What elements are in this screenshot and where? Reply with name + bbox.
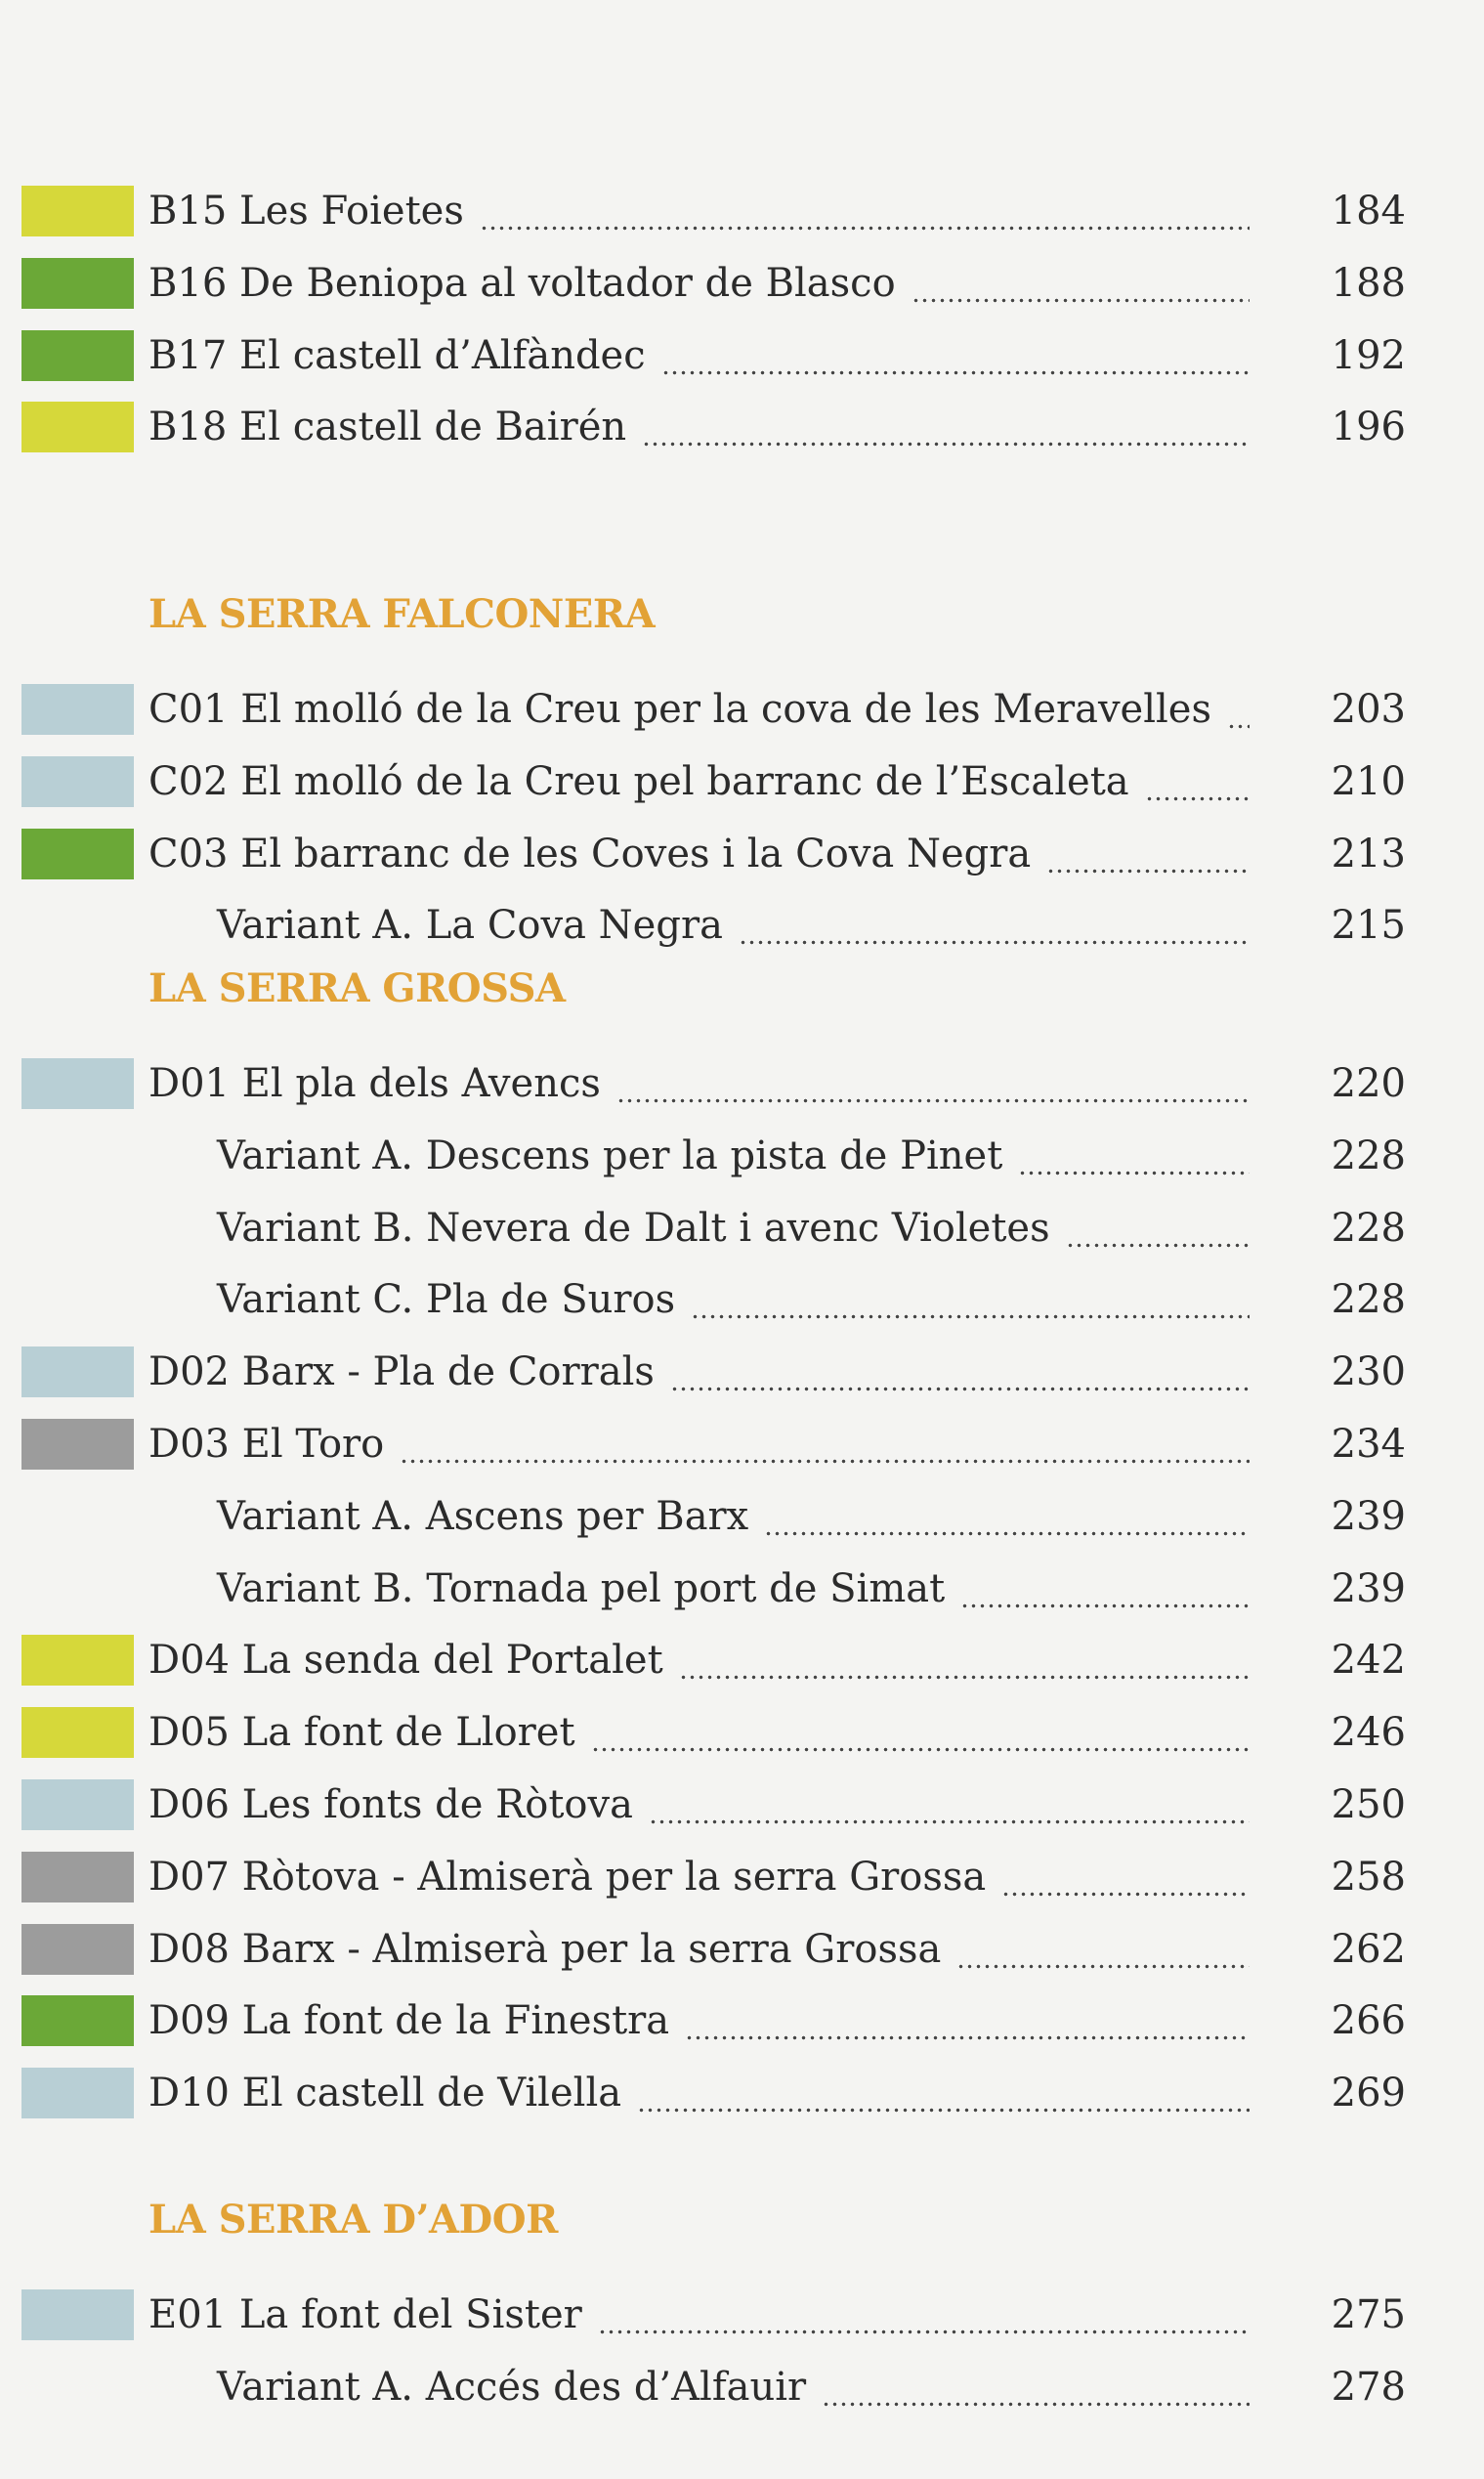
entry-label: Variant A. La Cova Negra (217, 903, 723, 948)
entry-label: D01 El pla dels Avencs (148, 1061, 601, 1106)
difficulty-color-swatch (21, 1852, 134, 1902)
entry-label: B17 El castell d’Alfàndec (148, 333, 646, 378)
page-number: 210 (1331, 759, 1406, 804)
toc-entry[interactable] (0, 1775, 1484, 1834)
toc-entry[interactable] (0, 1703, 1484, 1762)
toc-entry[interactable] (0, 680, 1484, 739)
toc-entry[interactable] (0, 1054, 1484, 1113)
entry-text (217, 1493, 1250, 1540)
difficulty-color-swatch (21, 1779, 134, 1830)
difficulty-color-swatch (21, 1058, 134, 1109)
entry-label: D03 El Toro (148, 1422, 385, 1467)
page-number: 220 (1331, 1061, 1406, 1106)
entry-label: D06 Les fonts de Ròtova (148, 1782, 633, 1827)
toc-entry[interactable] (0, 1920, 1484, 1979)
entry-text (148, 188, 1250, 235)
dot-leader (822, 2364, 1250, 2411)
entry-text (148, 2070, 1250, 2116)
entry-text (217, 902, 1250, 949)
entry-label: B18 El castell de Bairén (148, 405, 627, 449)
dot-leader (960, 1565, 1250, 1612)
dot-leader (764, 1493, 1250, 1540)
entry-label: Variant C. Pla de Suros (217, 1277, 676, 1322)
entry-label: Variant B. Tornada pel port de Simat (217, 1566, 946, 1611)
toc-entry[interactable] (0, 254, 1484, 313)
difficulty-color-swatch (21, 2289, 134, 2340)
toc-variant-entry[interactable] (0, 1199, 1484, 1258)
dot-leader (642, 404, 1250, 450)
dot-leader (616, 1060, 1250, 1107)
section-title: LA SERRA D’ADOR (148, 2197, 558, 2243)
toc-entry[interactable] (0, 1631, 1484, 1689)
difficulty-color-swatch (21, 186, 134, 236)
entry-text (148, 2291, 1250, 2338)
entry-text (148, 1421, 1250, 1468)
difficulty-color-swatch (21, 402, 134, 452)
toc-entry[interactable] (0, 398, 1484, 456)
dot-leader (598, 2291, 1250, 2338)
difficulty-color-swatch (21, 258, 134, 309)
entry-label: B15 Les Foietes (148, 189, 464, 234)
entry-text (148, 1997, 1250, 2044)
page-number: 234 (1331, 1422, 1406, 1467)
dot-leader (1227, 686, 1250, 733)
page-number: 269 (1331, 2071, 1406, 2116)
page-number: 213 (1331, 832, 1406, 876)
dot-leader (637, 2070, 1250, 2116)
toc-entry[interactable] (0, 825, 1484, 883)
entry-text (148, 404, 1250, 450)
dot-leader (591, 1709, 1250, 1756)
page-number: 246 (1331, 1710, 1406, 1755)
toc-variant-entry[interactable] (0, 896, 1484, 955)
entry-text (148, 758, 1250, 805)
dot-leader (649, 1781, 1250, 1828)
entry-label: D05 La font de Lloret (148, 1710, 575, 1755)
entry-label: D10 El castell de Vilella (148, 2071, 622, 2116)
toc-entry[interactable] (0, 1415, 1484, 1474)
entry-text (217, 1205, 1250, 1252)
difficulty-color-swatch (21, 1346, 134, 1397)
entry-label: Variant A. Ascens per Barx (217, 1494, 749, 1539)
dot-leader (679, 1637, 1250, 1684)
entry-label: D09 La font de la Finestra (148, 1998, 670, 2043)
entry-text (217, 1276, 1250, 1323)
page-number: 278 (1331, 2365, 1406, 2410)
entry-text (148, 1926, 1250, 1973)
page-number: 230 (1331, 1349, 1406, 1394)
page-number: 228 (1331, 1206, 1406, 1251)
dot-leader (1066, 1205, 1250, 1252)
page-number: 192 (1331, 333, 1406, 378)
toc-variant-entry[interactable] (0, 1270, 1484, 1329)
toc-entry[interactable] (0, 1848, 1484, 1906)
entry-label: Variant B. Nevera de Dalt i avenc Violetes (217, 1206, 1050, 1251)
difficulty-color-swatch (21, 684, 134, 735)
dot-leader (1018, 1133, 1250, 1179)
toc-variant-entry[interactable] (0, 1127, 1484, 1185)
entry-label: C03 El barranc de les Coves i la Cova Negra (148, 832, 1032, 876)
dot-leader (670, 1348, 1250, 1395)
entry-label: C02 El molló de la Creu pel barranc de l’Escaleta (148, 759, 1129, 804)
difficulty-color-swatch (21, 756, 134, 807)
page-number: 275 (1331, 2292, 1406, 2337)
page-number: 266 (1331, 1998, 1406, 2043)
entry-text (217, 1133, 1250, 1179)
entry-text (148, 686, 1250, 733)
entry-text (148, 1854, 1250, 1901)
dot-leader (956, 1926, 1250, 1973)
difficulty-color-swatch (21, 1924, 134, 1975)
toc-entry[interactable] (0, 182, 1484, 240)
entry-label: E01 La font del Sister (148, 2292, 582, 2337)
entry-text (217, 2364, 1250, 2411)
dot-leader (1001, 1854, 1250, 1901)
toc-entry[interactable] (0, 2064, 1484, 2122)
dot-leader (912, 260, 1250, 307)
dot-leader (400, 1421, 1250, 1468)
entry-text (148, 1348, 1250, 1395)
difficulty-color-swatch (21, 2068, 134, 2118)
entry-label: D08 Barx - Almiserà per la serra Grossa (148, 1927, 942, 1972)
page-number: 262 (1331, 1927, 1406, 1972)
dot-leader (1145, 758, 1250, 805)
entry-label: Variant A. Accés des d’Alfauir (217, 2365, 807, 2410)
difficulty-color-swatch (21, 829, 134, 879)
entry-text (217, 1565, 1250, 1612)
page-number: 242 (1331, 1638, 1406, 1683)
section-title: LA SERRA FALCONERA (148, 591, 656, 637)
difficulty-color-swatch (21, 1707, 134, 1758)
page-number: 215 (1331, 903, 1406, 948)
page-number: 258 (1331, 1855, 1406, 1900)
difficulty-color-swatch (21, 330, 134, 381)
page-number: 203 (1331, 687, 1406, 732)
toc-entry[interactable] (0, 326, 1484, 385)
toc-entry[interactable] (0, 1991, 1484, 2050)
toc-variant-entry[interactable] (0, 1487, 1484, 1546)
page-number: 184 (1331, 189, 1406, 234)
page-number: 239 (1331, 1566, 1406, 1611)
entry-text (148, 1709, 1250, 1756)
entry-label: C01 El molló de la Creu per la cova de les Meravelles (148, 687, 1212, 732)
dot-leader (661, 332, 1250, 379)
page-number: 196 (1331, 405, 1406, 449)
toc-entry[interactable] (0, 752, 1484, 811)
entry-text (148, 332, 1250, 379)
entry-text (148, 1781, 1250, 1828)
page-number: 228 (1331, 1277, 1406, 1322)
dot-leader (480, 188, 1250, 235)
entry-text (148, 260, 1250, 307)
entry-text (148, 831, 1250, 877)
dot-leader (691, 1276, 1250, 1323)
page-number: 188 (1331, 261, 1406, 306)
toc-entry[interactable] (0, 2286, 1484, 2344)
toc-variant-entry[interactable] (0, 2358, 1484, 2416)
difficulty-color-swatch (21, 1995, 134, 2046)
entry-label: D02 Barx - Pla de Corrals (148, 1349, 655, 1394)
entry-text (148, 1060, 1250, 1107)
entry-label: D04 La senda del Portalet (148, 1638, 663, 1683)
page-number: 250 (1331, 1782, 1406, 1827)
difficulty-color-swatch (21, 1635, 134, 1686)
dot-leader (685, 1997, 1250, 2044)
entry-text (148, 1637, 1250, 1684)
toc-variant-entry[interactable] (0, 1560, 1484, 1618)
dot-leader (739, 902, 1250, 949)
entry-label: Variant A. Descens per la pista de Pinet (217, 1133, 1003, 1178)
dot-leader (1046, 831, 1250, 877)
entry-label: B16 De Beniopa al voltador de Blasco (148, 261, 896, 306)
toc-entry[interactable] (0, 1343, 1484, 1401)
section-title: LA SERRA GROSSA (148, 965, 566, 1011)
page-number: 228 (1331, 1133, 1406, 1178)
difficulty-color-swatch (21, 1419, 134, 1470)
page-number: 239 (1331, 1494, 1406, 1539)
entry-label: D07 Ròtova - Almiserà per la serra Grossa (148, 1855, 987, 1900)
